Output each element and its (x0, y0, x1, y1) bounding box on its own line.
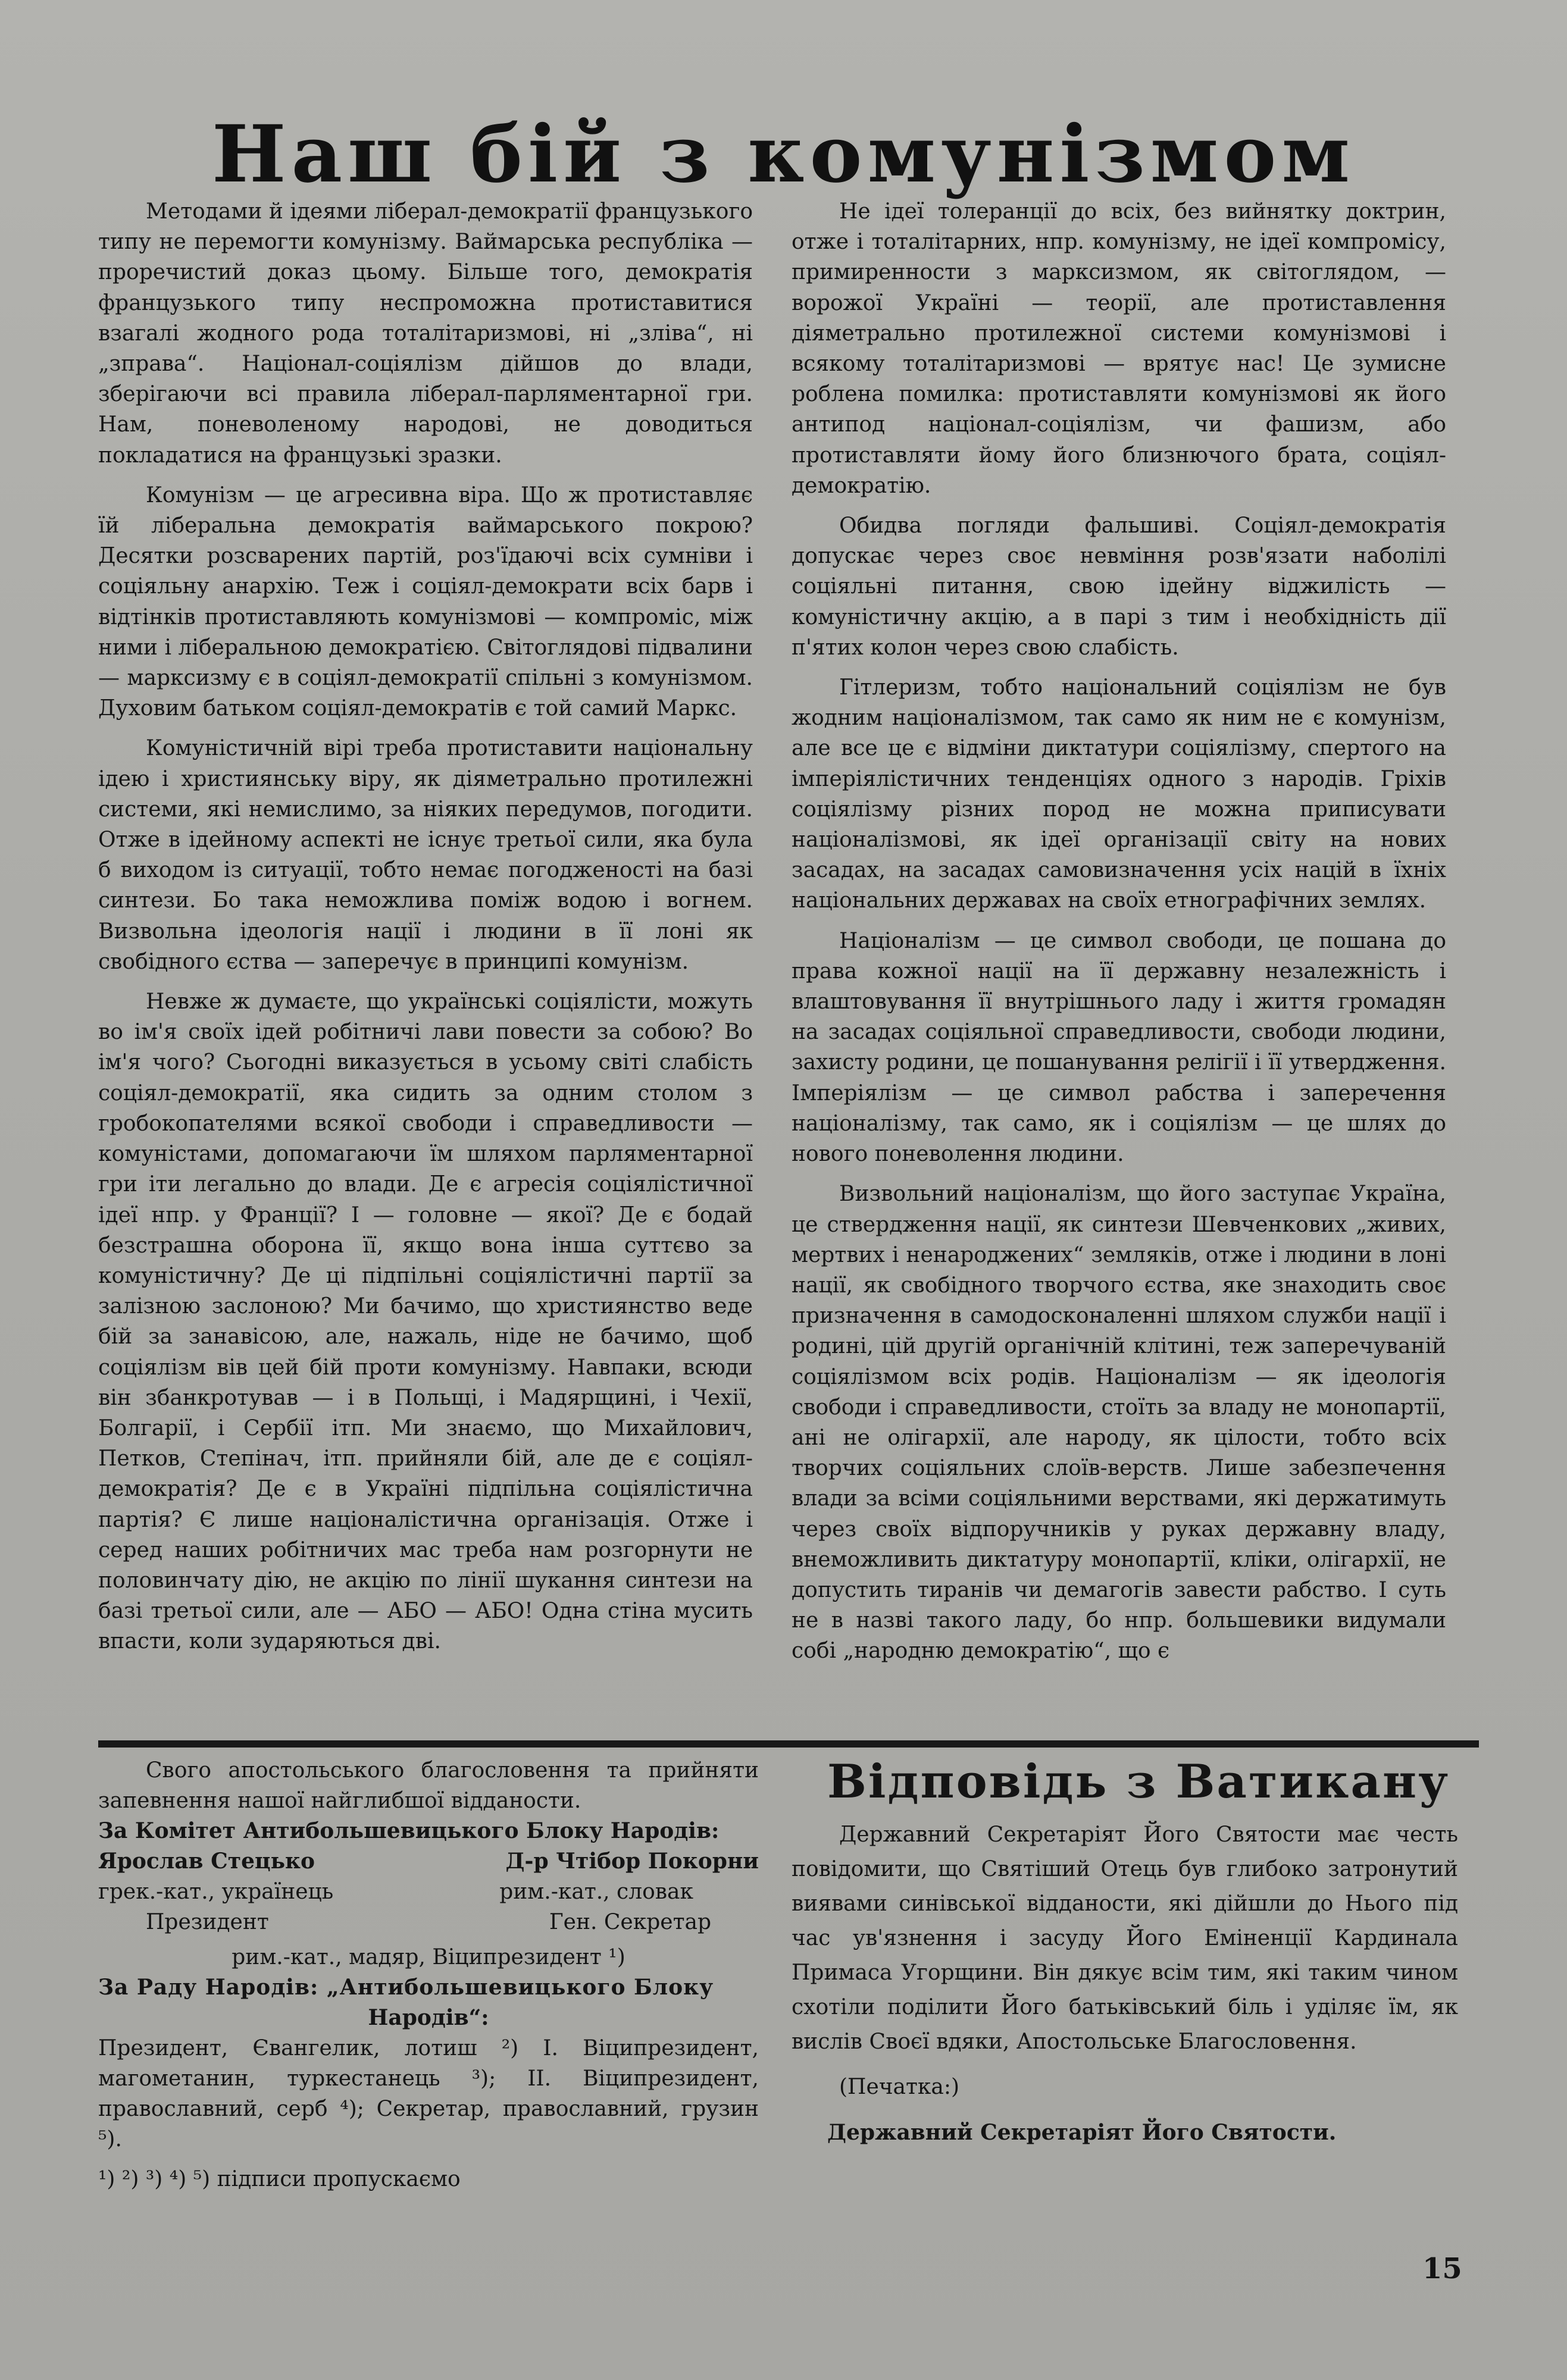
vatican-reply-block (792, 1746, 1458, 2150)
article-title: Наш бій з комунізмом (211, 108, 1356, 201)
vatican-title: Відповідь з Ватикану (827, 1755, 1450, 1809)
declaration-block (98, 1755, 759, 2194)
paragraph: Не ідеї толеранції до всіх, без вийнятку доктрин, отже і тоталітарних, нпр. комунізму, не ідеї компромісу, примиренности з марксизмом, як світоглядом, — ворожої Україні — теорії, але протиставлення діяметрально протилежної системи комунізмові і всякому тоталітаризмові — врятує нас! Це зумисне роблена помилка: протиставляти комунізмові як його антипод націонал-соціялізм, чи фашизм, або протиставляти йому його близнючого брата, соціял-демократію. (792, 199, 1446, 498)
signatory-name: Ярослав Стецько (98, 1849, 315, 1874)
paragraph: Комуністичній вірі треба протиставити національну ідею і християнську віру, як діяметрально протилежні системи, які немислимо, за ніяких передумов, погодити. Отже в ідейному аспекті не існує третьої сили, яка була б виходом із ситуації, тобто немає погодженості на базі синтези. Бо така неможлива поміж водою і вогнем. Визвольна ідеологія нації і людини в її лоні як свобідного єства — заперечує в принципі комунізм. (98, 736, 753, 974)
paragraph: Гітлеризм, тобто національний соціялізм не був жодним націоналізмом, так само як ним не є комунізм, але все це є відміни диктатури соціялізму, спертого на імперіялістичних тенденціях одного з народів. Гріхів соціялізму різних пород не можна приписувати націоналізмові, як ідеї організації світу на нових засадах, на засадах самовизначення усіх націй в їхніх національних державах на своїх етнографічних землях. (792, 675, 1446, 913)
paragraph: Націоналізм — це символ свободи, це пошана до права кожної нації на її державну незалежність і влаштовування її внутрішнього ладу і життя громадян на засадах соціяльної справедливости, свободи людини, захисту родини, це пошанування релігії і її утвердження. Імперіялізм — це символ рабства і заперечення націоналізму, так само, як і соціялізм — це шлях до нового поневолення людини. (792, 928, 1446, 1167)
article-left-column (98, 196, 753, 1667)
committee-heading: За Комітет Антибольшевицького Блоку Народів: (98, 1818, 720, 1843)
signature-faith-row (98, 1877, 759, 1907)
paragraph: Невже ж думаєте, що українські соціялісти, можуть во ім'я своїх ідей робітничі лави повести за собою? Во ім'я чого? Сьогодні виказується в усьому світі слабість соціял-демократії, яка сидить за одним столом з гробокопателями всякої свободи і справедливости — комуністами, допомагаючи їм шляхом парляментарної гри іти легально до влади. Де є агресія соціялістичної ідеї нпр. у Франції? І — головне — якої? Де є бодай безстрашна оборона її, якщо вона інша суттєво за комуністичну? Де ці підпільні соціялістичні партії за залізною заслоною? Ми бачимо, що християнство веде бій за занавісою, але, нажаль, ніде не бачимо, щоб соціялізм вів цей бій проти комунізму. Навпаки, всюди він збанкротував — і в Польщі, і Мадярщині, і Чехії, Болгарії, і Сербії ітп. Ми знаємо, що Михайлович, Петков, Степінач, ітп. прийняли бій, але де є соціял-демократія? Де є в Україні підпільна соціялістична партія? Є лише націоналістична організація. Отже і серед наших робітничих мас треба нам розгорнути не половинчату дію, не акцію по лінії шукання синтези на базі третьої сили, але — АБО — АБО! Одна стіна мусить впасти, коли зударяються дві. (98, 989, 753, 1654)
vatican-body: Державний Секретаріят Його Святости має честь повідомити, що Святіший Отець був глибоко затронутий виявами синівської відданости, які дійшли до Нього під час ув'язнення і засуду Його Еміненції Кардинала Примаса Угорщини. Він дякує всім тим, які таким чином схотіли поділити Його батьківський біль і уділяє їм, як вислів Своєї вдяки, Апостольське Благословення. (792, 1822, 1458, 2054)
signatory-role: Ген. Секретар (549, 1910, 711, 1934)
declaration-intro: Свого апостольського благословення та прийняти запевнення нашої найглибшої відданости. (98, 1758, 759, 1813)
council-heading: За Раду Народів: „Антибольшевицького Блоку (98, 1975, 714, 2000)
paragraph: Визвольний націоналізм, що його заступає Україна, це ствердження нації, як синтези Шевченкових „живих, мертвих і ненароджених“ земляків, отже і людини в лоні нації, як свобідного творчого єства, яке знаходить своє призначення в самодосконаленні шляхом служби нації і родині, цій другій органічній клітині, теж заперечуваній соціялізмом всіх родів. Націоналізм — як ідеологія свободи і справедливости, стоїть за владу не монопартії, ані не олігархії, але народу, як цілости, тобто всіх творчих соціяльних слоїв-верств. Лише забезпечення влади за всіми соціяльними верствами, які держатимуть через своїх відпоручників у руках державну владу, внеможливить диктатуру монопартії, кліки, олігархії, не допустить тиранів чи демагогів завести рабство. І суть не в назві такого ладу, бо нпр. большевики видумали собі „народню демократію“, що є (792, 1182, 1446, 1664)
council-text: Президент, Євангелик, лотиш ²) І. Віципрезидент, магометанин, туркестанець ³); ІІ. Віципрезидент, православний, серб ⁴); Секретар, православний, грузин ⁵). (98, 2036, 759, 2152)
page-number: 15 (1422, 2252, 1462, 2285)
council-heading-cont: Народів“: (368, 2005, 489, 2030)
signatory-faith: грек.-кат., українець (98, 1880, 334, 1904)
signatory-role: Президент (146, 1910, 269, 1934)
vatican-seal: (Печатка:) (839, 2075, 960, 2099)
vatican-signature: Державний Секретаріят Його Святости. (827, 2120, 1337, 2145)
signature-names-row (98, 1846, 759, 1877)
paragraph: Комунізм — це агресивна віра. Що ж протиставляє їй ліберальна демократія ваймарського покрою? Десятки розсварених партій, роз'їдаючі всіх сумніви і соціяльну анархію. Теж і соціял-демократи всіх барв і відтінків протиставляють комунізмові — компроміс, між ними і ліберальною демократією. Світоглядові підвалини — марксизму є в соціял-демократії спільні з комунізмом. Духовим батьком соціял-демократів є той самий Маркс. (98, 483, 753, 721)
paragraph: Обидва погляди фальшиві. Соціял-демократія допускає через своє невміння розв'язати наболілі соціяльні питання, свою ідейну віджилість — комуністичну акцію, а в парі з тим і необхідність дії п'ятих колон через свою слабість. (792, 513, 1446, 660)
footnote: ¹) ²) ³) ⁴) ⁵) підписи пропускаємо (98, 2167, 461, 2191)
signatory-third: рим.-кат., мадяр, Віципрезидент ¹) (232, 1945, 625, 1969)
paragraph: Методами й ідеями ліберал-демократії французького типу не перемогти комунізму. Ваймарська республіка — проречистий доказ цьому. Більше того, демократія французького типу неспроможна протиставитися взагалі жодного рода тоталітаризмові, ні „зліва“, ні „зправа“. Націонал-соціялізм дійшов до влади, зберігаючи всі правила ліберал-парляментарної гри. Нам, поневоленому народові, не доводиться покладатися на французькі зразки. (98, 199, 753, 468)
signatory-name: Д-р Чтібор Покорни (505, 1849, 759, 1874)
signature-role-row (98, 1907, 759, 1937)
article-right-column (792, 196, 1446, 1676)
signatory-faith: рим.-кат., словак (499, 1880, 693, 1904)
